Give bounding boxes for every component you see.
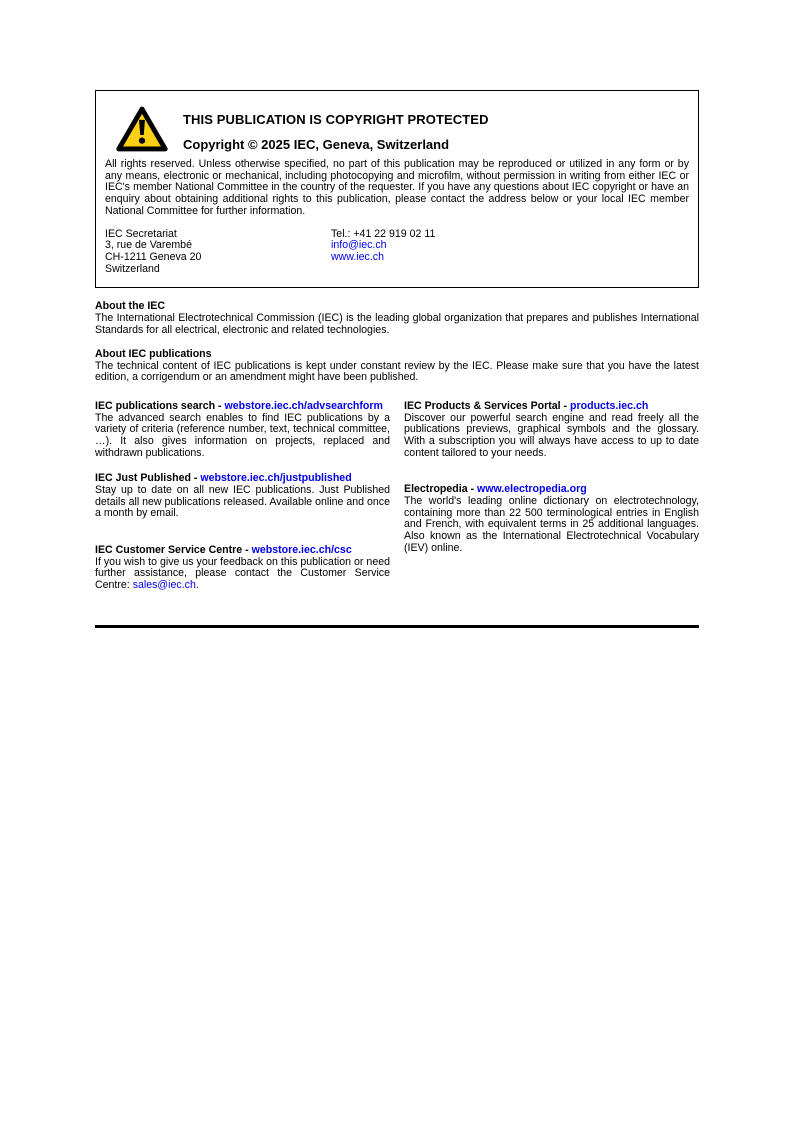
customer-service-body xyxy=(95,557,390,592)
right-column xyxy=(404,400,699,605)
heading-text: Electropedia - xyxy=(404,483,477,496)
text-run: If you wish to give us your feedback on this publication or need further assistance, please contact the Customer Service Centre: xyxy=(95,555,390,591)
electropedia-link[interactable]: www.electropedia.org xyxy=(477,483,587,496)
website-row xyxy=(331,252,435,264)
website-link[interactable]: www.iec.ch xyxy=(331,250,384,263)
justpublished-link[interactable]: webstore.iec.ch/justpublished xyxy=(200,472,352,485)
left-column xyxy=(95,400,390,605)
heading-text: IEC publications search - xyxy=(95,400,225,413)
sales-email-link[interactable]: sales@iec.ch xyxy=(132,578,196,591)
publications-search-item xyxy=(95,400,390,459)
footer-rule xyxy=(95,625,699,628)
heading-text: IEC Just Published - xyxy=(95,472,201,485)
publications-search-heading xyxy=(95,400,390,413)
about-iec-section xyxy=(95,300,699,336)
about-iec-heading: About the IEC xyxy=(95,300,166,313)
phone-number: Tel.: +41 22 919 02 11 xyxy=(331,227,436,240)
about-publications-body: The technical content of IEC publications is kept under constant review by the IEC. Please make sure that you have the latest edition, a corrigendum or an amendment might have been published. xyxy=(95,359,699,384)
email-link[interactable]: info@iec.ch xyxy=(331,239,387,252)
copyright-subtitle: Copyright © 2025 IEC, Geneva, Switzerland xyxy=(183,137,450,152)
address-line: CH-1211 Geneva 20 xyxy=(105,250,202,263)
copyright-body-text: All rights reserved. Unless otherwise specified, no part of this publication may be reproduced or utilized in any form or by any means, electronic or mechanical, including photocopying and microfilm, without permission in writing from either IEC or IEC's member National Committee in the country of the requester. If you have any questions about IEC copyright or have an enquiry about obtaining additional rights to this publication, please contact the address below or your local IEC member National Committee for further information. xyxy=(105,158,689,217)
just-published-item xyxy=(95,472,390,520)
heading-text: IEC Products & Services Portal - xyxy=(404,400,571,413)
electropedia-item xyxy=(404,483,699,554)
heading-text: IEC Customer Service Centre - xyxy=(95,544,252,557)
copyright-title: THIS PUBLICATION IS COPYRIGHT PROTECTED xyxy=(183,112,489,127)
advsearch-link[interactable]: webstore.iec.ch/advsearchform xyxy=(224,400,383,413)
publications-search-body: The advanced search enables to find IEC publications by a variety of criteria (reference number, text, technical committee, …). It also gives information on projects, replaced and withdrawn publications. xyxy=(95,411,390,459)
info-columns xyxy=(95,400,699,605)
address-line: IEC Secretariat xyxy=(105,227,177,240)
electropedia-body: The world's leading online dictionary on electrotechnology, containing more than 22 500 terminological entries in English and French, with equivalent terms in 25 additional languages. Also known as the International Electrotechnical Vocabulary (IEV) online. xyxy=(404,494,699,554)
products-portal-link[interactable]: products.iec.ch xyxy=(570,400,649,413)
copyright-box-header xyxy=(115,105,689,153)
page-content xyxy=(95,90,699,605)
just-published-body: Stay up to date on all new IEC publications. Just Published details all new publications released. Available online and once a month by email. xyxy=(95,483,390,520)
address-block xyxy=(105,229,689,276)
csc-link[interactable]: webstore.iec.ch/csc xyxy=(251,544,352,557)
products-portal-body: Discover our powerful search engine and read freely all the publications previews, graphical symbols and the glossary. With a subscription you will always have access to up to date content tailored to your needs. xyxy=(404,411,699,459)
about-publications-section xyxy=(95,348,699,384)
copyright-titles xyxy=(183,105,489,152)
contact-details xyxy=(331,229,435,276)
about-publications-heading: About IEC publications xyxy=(95,348,212,361)
products-portal-heading xyxy=(404,400,699,413)
about-iec-body: The International Electrotechnical Commission (IEC) is the leading global organization that prepares and publishes International Standards for all electrical, electronic and related technologies. xyxy=(95,311,699,336)
postal-address xyxy=(105,229,331,276)
customer-service-item xyxy=(95,544,390,592)
products-portal-item xyxy=(404,400,699,459)
address-line: Switzerland xyxy=(105,262,160,275)
warning-triangle-icon xyxy=(115,105,169,153)
copyright-box xyxy=(95,90,699,288)
address-line: 3, rue de Varembé xyxy=(105,239,192,252)
text-run: . xyxy=(195,578,199,591)
